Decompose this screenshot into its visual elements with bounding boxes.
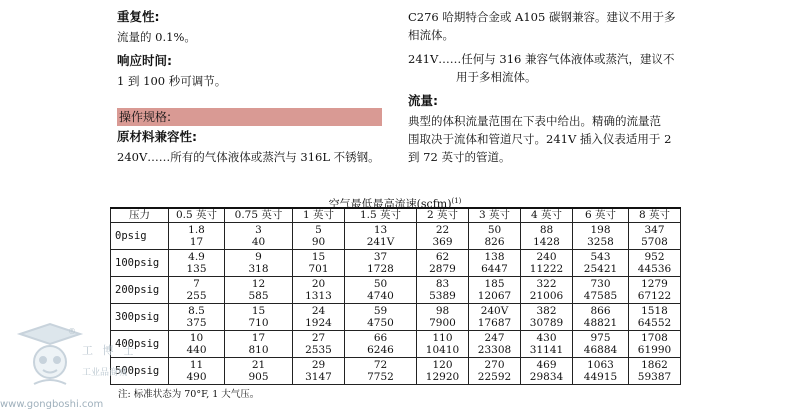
flow-cell [293,250,345,277]
flow-min: 1279 [641,278,668,290]
flow-min: 17 [251,332,266,344]
flow-min: 347 [644,224,665,236]
flow-text-a: 典型的体积流量范围在下表中给出。精确的流量范 [408,114,661,128]
flow-min: 59 [373,305,388,317]
flow-cell [521,304,573,331]
flow-max: 4740 [367,290,394,302]
table-row [111,331,681,358]
flow-cell [169,331,225,358]
flow-cell [169,250,225,277]
flow-cell [293,223,345,250]
table-header-cell: 1 英寸 [293,208,345,223]
flow-min: 1518 [641,305,668,317]
flow-cell [629,223,681,250]
flow-max: 21006 [529,290,564,302]
pressure-cell: 200psig [111,277,169,304]
table-header-cell: 1.5 英寸 [345,208,417,223]
table-row [111,277,681,304]
flow-cell [629,277,681,304]
flow-min: 50 [373,278,388,290]
flow-cell [225,250,293,277]
flow-min: 110 [432,332,453,344]
table-note: 注: 标准状态为 70°F, 1 大气压。 [118,389,260,400]
flow-max: 5389 [429,290,456,302]
flow-cell [225,358,293,385]
flow-min: 21 [251,359,266,371]
flow-max: 47585 [583,290,618,302]
flow-min: 270 [484,359,505,371]
flow-max: 1728 [367,263,394,275]
watermark-brand: 工 博 士 [82,344,137,357]
flow-cell [169,304,225,331]
flow-cell [469,304,521,331]
flow-cell [521,250,573,277]
flow-min: 27 [311,332,326,344]
flow-text-b: 围取决于流体和管道尺寸。241V 插入仪表适用于 2 [408,132,672,146]
flow-max: 30789 [529,317,564,329]
flow-max: 23308 [477,344,512,356]
pressure-cell: 400psig [111,331,169,358]
flow-cell [293,304,345,331]
flow-cell [417,223,469,250]
flow-max: 7900 [429,317,456,329]
flow-cell [225,304,293,331]
flow-cell [169,223,225,250]
flow-max: 40 [251,236,266,248]
flow-min: 3 [255,224,262,236]
flow-min: 469 [536,359,557,371]
flow-min: 975 [590,332,611,344]
flow-cell [521,358,573,385]
flow-min: 185 [484,278,505,290]
flow-min: 1862 [641,359,668,371]
flow-min: 1063 [587,359,614,371]
flow-max: 810 [248,344,269,356]
flow-max: 4750 [367,317,394,329]
flow-cell [469,358,521,385]
pressure-cell: 0psig [111,223,169,250]
material-compat-text: 240V……所有的气体液体或蒸汽与 316L 不锈钢。 [117,150,380,164]
flow-max: 17687 [477,317,512,329]
flow-max: 490 [186,371,207,383]
repeatability-heading: 重复性: [117,9,160,24]
flow-max: 905 [248,371,269,383]
left-column [117,8,382,172]
flow-cell [417,331,469,358]
flow-min: 11 [189,359,204,371]
watermark-url: www.gongboshi.com [0,399,104,410]
flow-cell [345,358,417,385]
registered-mark: ® [68,327,76,336]
flow-cell [573,277,629,304]
flow-cell [573,250,629,277]
flow-cell [345,250,417,277]
table-header-cell: 3 英寸 [469,208,521,223]
flow-max: 59387 [637,371,672,383]
flow-max: 5708 [641,236,668,248]
flow-cell [417,358,469,385]
flow-min: 50 [487,224,502,236]
flow-min: 1708 [641,332,668,344]
watermark-sub: 工业品商城 [82,368,128,378]
repeatability-text: 流量的 0.1%。 [117,30,196,44]
flow-max: 22592 [477,371,512,383]
flow-cell [293,331,345,358]
flow-cell [629,304,681,331]
flow-cell [417,250,469,277]
flow-max: 67122 [637,290,672,302]
table-header-cell: 4 英寸 [521,208,573,223]
flow-max: 1924 [305,317,332,329]
flow-min: 13 [373,224,388,236]
flow-min: 24 [311,305,326,317]
flow-max: 3258 [587,236,614,248]
flow-cell [469,331,521,358]
flow-max: 440 [186,344,207,356]
flow-cell [293,277,345,304]
flow-heading: 流量: [408,93,438,108]
flow-min: 543 [590,251,611,263]
table-caption-text: 空气最低最高流速(scfm) [328,197,452,211]
compat-text-2a: 241V……任何与 316 兼容气体液体或蒸汽，建议不 [408,52,675,66]
flow-cell [521,331,573,358]
response-time-heading: 响应时间: [117,53,172,68]
table-row [111,223,681,250]
table-header-row [111,208,681,223]
flow-min: 62 [435,251,450,263]
flow-cell [521,223,573,250]
table-header-cell: 2 英寸 [417,208,469,223]
flow-min: 952 [644,251,665,263]
compat-text-1b: 相流体。 [408,28,454,42]
material-compat-heading: 原材料兼容性: [117,129,197,144]
flow-cell [469,250,521,277]
table-header-cell: 0.5 英寸 [169,208,225,223]
flow-max: 48821 [583,317,618,329]
flow-min: 8.5 [188,305,205,317]
flow-min: 322 [536,278,557,290]
flow-min: 5 [315,224,322,236]
flow-table [110,207,681,385]
flow-min: 29 [311,359,326,371]
flow-max: 6447 [481,263,508,275]
flow-max: 25421 [583,263,618,275]
flow-min: 240V [480,305,509,317]
table-body [111,223,681,385]
flow-max: 1428 [533,236,560,248]
pressure-cell: 300psig [111,304,169,331]
flow-max: 12920 [425,371,460,383]
flow-max: 44915 [583,371,618,383]
flow-cell [629,250,681,277]
flow-min: 12 [251,278,266,290]
table-caption [110,195,680,211]
compat-text-2b: 用于多相流体。 [456,70,537,84]
flow-max: 255 [186,290,207,302]
flow-max: 826 [484,236,505,248]
mascot-logo [10,322,90,392]
flow-cell [573,223,629,250]
table-row [111,250,681,277]
flow-min: 4.9 [188,251,205,263]
flow-text-c: 到 72 英寸的管道。 [408,150,511,164]
flow-max: 3147 [305,371,332,383]
flow-min: 22 [435,224,450,236]
flow-max: 46884 [583,344,618,356]
flow-max: 369 [432,236,453,248]
flow-max: 701 [308,263,329,275]
flow-max: 29834 [529,371,564,383]
flow-min: 138 [484,251,505,263]
flow-min: 7 [193,278,200,290]
flow-min: 10 [189,332,204,344]
flow-cell [573,304,629,331]
flow-max: 10410 [425,344,460,356]
flow-max: 2879 [429,263,456,275]
flow-min: 72 [373,359,388,371]
flow-cell [345,331,417,358]
compat-text-1a: C276 哈期特合金或 A105 碳钢兼容。建议不用于多 [408,10,676,24]
flow-cell [417,304,469,331]
table-caption-sup: (1) [451,197,462,205]
flow-min: 83 [435,278,450,290]
response-time-text: 1 到 100 秒可调节。 [117,74,227,88]
flow-cell [225,277,293,304]
operating-specs-band: 操作规格: [117,108,382,126]
flow-max: 318 [248,263,269,275]
right-column [408,8,708,172]
flow-min: 198 [590,224,611,236]
flow-min: 88 [539,224,554,236]
flow-max: 710 [248,317,269,329]
flow-max: 12067 [477,290,512,302]
flow-max: 375 [186,317,207,329]
flow-cell [469,223,521,250]
flow-max: 585 [248,290,269,302]
flow-min: 120 [432,359,453,371]
flow-min: 430 [536,332,557,344]
flow-min: 730 [590,278,611,290]
table-header-cell: 6 英寸 [573,208,629,223]
table-header-cell: 0.75 英寸 [225,208,293,223]
flow-cell [629,358,681,385]
flow-cell [469,277,521,304]
flow-cell [345,304,417,331]
flow-cell [345,223,417,250]
flow-max: 7752 [367,371,394,383]
flow-min: 247 [484,332,505,344]
flow-max: 11222 [529,263,564,275]
flow-cell [573,358,629,385]
flow-cell [417,277,469,304]
flow-cell [225,331,293,358]
flow-min: 15 [251,305,266,317]
flow-cell [293,358,345,385]
flow-max: 17 [189,236,204,248]
pressure-cell: 100psig [111,250,169,277]
pressure-cell: 500psig [111,358,169,385]
flow-max: 2535 [305,344,332,356]
flow-max: 61990 [637,344,672,356]
flow-cell [225,223,293,250]
flow-table-wrap [110,195,680,400]
flow-min: 1.8 [188,224,205,236]
flow-max: 1313 [305,290,332,302]
flow-min: 20 [311,278,326,290]
flow-max: 135 [186,263,207,275]
flow-max: 64552 [637,317,672,329]
flow-min: 66 [373,332,388,344]
flow-min: 37 [373,251,388,263]
flow-cell [345,277,417,304]
table-row [111,304,681,331]
flow-min: 98 [435,305,450,317]
flow-max: 6246 [367,344,394,356]
flow-cell [169,358,225,385]
flow-max: 241V [366,236,395,248]
flow-min: 866 [590,305,611,317]
flow-cell [169,277,225,304]
table-row [111,358,681,385]
flow-cell [521,277,573,304]
flow-max: 90 [311,236,326,248]
table-header-cell: 8 英寸 [629,208,681,223]
flow-min: 9 [255,251,262,263]
flow-cell [573,331,629,358]
flow-min: 15 [311,251,326,263]
flow-min: 382 [536,305,557,317]
flow-cell [629,331,681,358]
table-header-cell: 压力 [111,208,169,223]
flow-max: 31141 [529,344,564,356]
flow-max: 44536 [637,263,672,275]
flow-min: 240 [536,251,557,263]
